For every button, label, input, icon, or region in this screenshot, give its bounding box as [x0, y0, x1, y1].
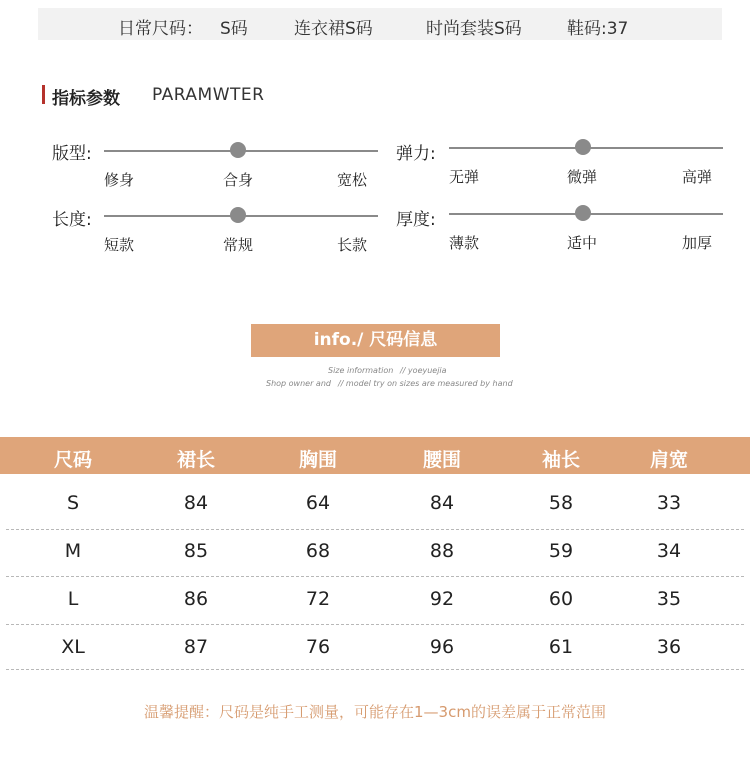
- param-thickness-indicator: [575, 205, 591, 221]
- params-subtitle: PARAMWTER: [152, 85, 265, 105]
- col-header-sleeve: 袖长: [541, 449, 581, 471]
- cell-waist: 84: [429, 492, 455, 514]
- param-elastic-label: 弹力:: [396, 144, 436, 164]
- col-header-dress-length: 裙长: [176, 449, 216, 471]
- section-marker: [42, 85, 45, 104]
- cell-size: S: [66, 492, 80, 514]
- row-divider: [6, 624, 744, 625]
- param-length-indicator: [230, 207, 246, 223]
- dress-size: 连衣裙S码: [294, 19, 373, 39]
- measurement-note: 温馨提醒：尺码是纯手工测量，可能存在1—3cm的误差属于正常范围: [144, 703, 606, 721]
- row-divider: [6, 529, 744, 530]
- param-elastic-option-1: 无弹: [449, 168, 480, 186]
- params-title: 指标参数: [52, 89, 120, 109]
- cell-sleeve: 58: [548, 492, 574, 514]
- cell-shoulder: 35: [656, 588, 682, 610]
- cell-sleeve: 59: [548, 540, 574, 562]
- suit-size: 时尚套装S码: [426, 19, 522, 39]
- cell-size: L: [67, 588, 79, 610]
- param-length-option-3: 长款: [337, 236, 368, 254]
- cell-bust: 72: [305, 588, 331, 610]
- cell-waist: 88: [429, 540, 455, 562]
- cell-dress-length: 86: [183, 588, 209, 610]
- cell-bust: 76: [305, 636, 331, 658]
- param-elastic-option-3: 高弹: [682, 168, 713, 186]
- shoe-size: 鞋码:37: [567, 19, 629, 39]
- col-header-size: 尺码: [53, 449, 93, 471]
- cell-bust: 68: [305, 540, 331, 562]
- param-elastic-option-2: 微弹: [567, 168, 598, 186]
- size-summary-bar: [38, 8, 722, 40]
- param-fit-option-3: 宽松: [337, 171, 368, 189]
- cell-shoulder: 34: [656, 540, 682, 562]
- cell-sleeve: 61: [548, 636, 574, 658]
- col-header-waist: 腰围: [422, 449, 462, 471]
- col-header-shoulder: 肩宽: [649, 449, 689, 471]
- param-thickness-label: 厚度:: [396, 210, 436, 230]
- size-info-caption-2b: // model try on sizes are measured by hand: [338, 379, 513, 388]
- param-fit-label: 版型:: [52, 144, 92, 164]
- param-fit-indicator: [230, 142, 246, 158]
- row-divider: [6, 576, 744, 577]
- param-length-option-1: 短款: [104, 236, 135, 254]
- cell-shoulder: 33: [656, 492, 682, 514]
- cell-dress-length: 84: [183, 492, 209, 514]
- param-length-option-2: 常规: [223, 236, 254, 254]
- daily-size-value: S码: [220, 19, 248, 39]
- param-fit-option-1: 修身: [104, 171, 135, 189]
- size-info-caption-1b: // yoeyuejia: [400, 366, 447, 375]
- param-thickness-option-2: 适中: [567, 234, 598, 252]
- size-info-caption-2a: Shop owner and: [266, 379, 331, 388]
- cell-bust: 64: [305, 492, 331, 514]
- row-divider: [6, 669, 744, 670]
- cell-dress-length: 85: [183, 540, 209, 562]
- cell-waist: 92: [429, 588, 455, 610]
- param-thickness-option-3: 加厚: [682, 234, 713, 252]
- col-header-bust: 胸围: [298, 449, 338, 471]
- param-fit-option-2: 合身: [223, 171, 254, 189]
- size-info-banner: info./ 尺码信息: [251, 324, 500, 357]
- param-thickness-option-1: 薄款: [449, 234, 480, 252]
- cell-size: M: [64, 540, 82, 562]
- size-table-header: [0, 437, 750, 474]
- param-length-label: 长度:: [52, 210, 92, 230]
- cell-waist: 96: [429, 636, 455, 658]
- cell-sleeve: 60: [548, 588, 574, 610]
- cell-size: XL: [61, 636, 85, 658]
- daily-size-label: 日常尺码：: [118, 19, 203, 39]
- param-elastic-indicator: [575, 139, 591, 155]
- cell-shoulder: 36: [656, 636, 682, 658]
- cell-dress-length: 87: [183, 636, 209, 658]
- size-info-caption-1a: Size information: [328, 366, 394, 375]
